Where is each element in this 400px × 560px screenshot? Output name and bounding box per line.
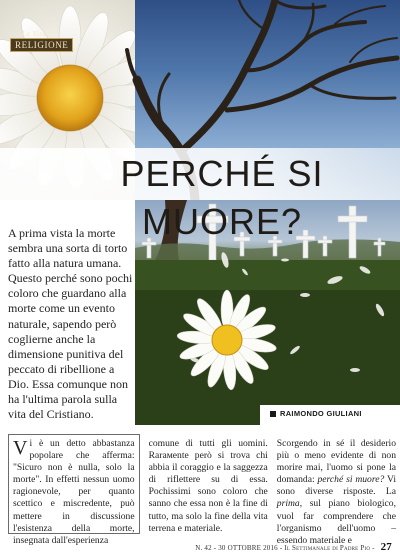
body-column-2 (149, 434, 268, 534)
author-name: RAIMONDO GIULIANI (280, 409, 362, 418)
body-column-2-text: comune di tutti gli uomini. Rarамente però si trova chi abbia il coraggio e la saggezza di riflettere su di essa. Pochissimi sono coloro che sanno che essa non è la fine di tutto, ma solo la fine della vita terrena e materiale. (148, 438, 268, 534)
body-column-3-text-c: , sul piano biologico, vuol far comprendere che l'organismo dell'uomo – essendo materiale e (276, 498, 396, 546)
footer-publication: Il Settimanale di Padre Pio (284, 544, 371, 552)
body-column-1-text: i è un detto abbastanza popolare che afferma: "Sicuro non è nulla, solo la morte". In effetti nessun uomo ragionevole, per quanto scettico e miscredente, può mettere in discussione l'esistenza della morte, insegnata dall'esperienza (13, 438, 135, 546)
footer-issue: N. 42 - 30 OTTOBRE 2016 - (195, 544, 285, 552)
body-column-3-emphasis: prima (276, 498, 300, 510)
author-byline (270, 409, 400, 423)
body-column-1 (8, 434, 140, 546)
body-column-3 (276, 434, 396, 546)
drop-cap: V (13, 437, 28, 459)
article-intro: A prima vista la morte sembra una sorta di torto fatto alla natura umana. Questo perché sono pochi coloro che guardano alla morte come un evento naturale, sapendo però coglierne anche la dimensione punitiva del peccato di ribellione a Dio. Essa comunque non ha l'ultima parola sulla vita del Cristiano. (8, 226, 133, 422)
rubric-small-label: La Vita (22, 30, 46, 38)
section-rubric (10, 30, 70, 52)
body-column-3-text-b: Vi sono diverse risposte. La (276, 474, 396, 498)
byline-square-icon (270, 411, 276, 417)
article-title: PERCHÉ SI MUORE? (120, 153, 324, 242)
footer-separator: - (370, 544, 377, 552)
body-column-3-text-a: Scorgendo in sé il desiderio più o meno evidente di non morire mai, l'uomo si pone la domanda: (276, 438, 396, 486)
page-footer (0, 538, 400, 556)
body-column-3-question: perché si muore? (317, 474, 385, 486)
rubric-section-label: RELIGIONE (10, 38, 73, 52)
article-body (8, 434, 396, 546)
page-number: 27 (380, 541, 392, 553)
